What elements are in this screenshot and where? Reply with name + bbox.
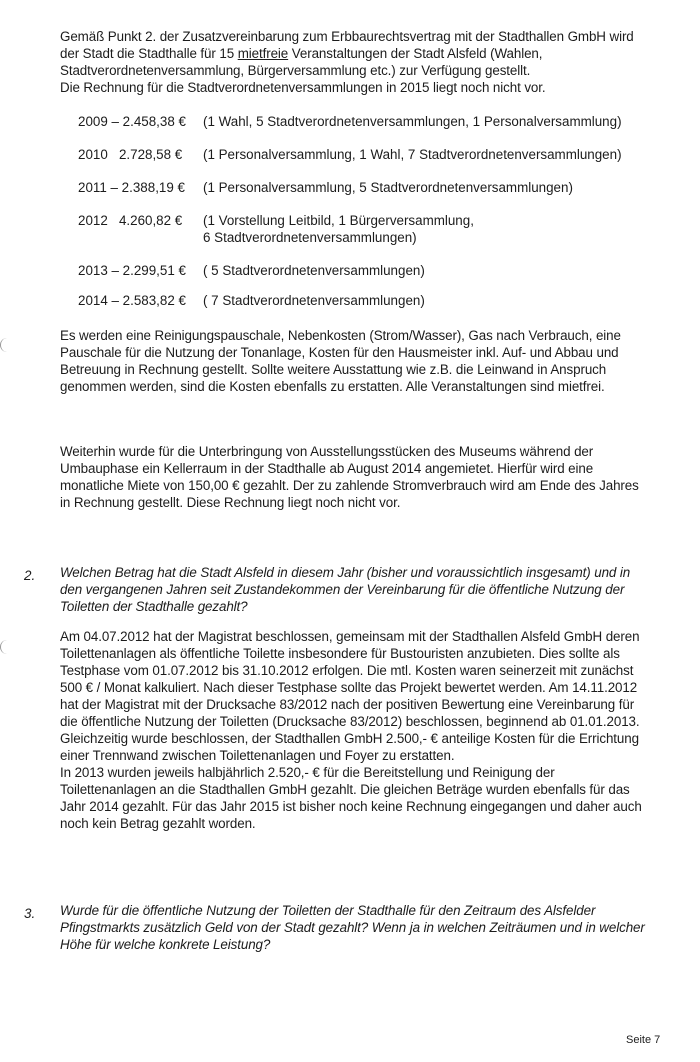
detail-line: ( 7 Stadtverordnetenversammlungen) [203,293,425,308]
answer-line: Jahr 2014 gezahlt. Für das Jahr 2015 ist bisher noch keine Rechnung eingegangen und daher auch [60,799,642,814]
paragraph-line: in Rechnung gestellt. Diese Rechnung liegt noch nicht vor. [60,495,401,510]
answer-2-text [60,628,642,832]
cost-entry [78,146,622,163]
entry-year-amount: 2009 – 2.458,38 € [78,114,186,129]
answer-line: hat der Magistrat mit der Drucksache 83/2012 nach der positiven Bewertung eine Vereinbarung für [60,697,635,712]
question-line: den vergangenen Jahren seit Zustandekommen der Vereinbarung für die öffentliche Nutzung der [60,582,625,597]
question-number: 2. [24,568,36,583]
cost-entry [78,292,425,309]
intro-text: der Stadt die Stadthalle für 15 [60,46,238,61]
answer-line: Toilettenanlagen als öffentliche Toilette insbesondere für Bustouristen anzubieten. Dies sollte als [60,646,620,661]
page-number: Seite 7 [626,1034,661,1046]
entry-year-amount: 2011 – 2.388,19 € [78,180,185,195]
museum-paragraph [60,443,639,511]
answer-line: noch kein Betrag gezahlt worden. [60,816,256,831]
punch-hole-mark [0,640,9,654]
entry-year-amount: 2010 2.728,58 € [78,147,183,162]
answer-line: Am 04.07.2012 hat der Magistrat beschlossen, gemeinsam mit der Stadthallen Alsfeld GmbH deren [60,629,640,644]
answer-line: Toilettenanlagen an die Stadthallen GmbH gezahlt. Die gleichen Beträge wurden ebenfalls für das [60,782,630,797]
detail-line: 6 Stadtverordnetenversammlungen) [203,230,417,245]
entry-detail [203,179,573,196]
entry-detail [203,262,425,279]
paragraph-line: Betreuung in Rechnung gestellt. Sollte weitere Ausstattung wie z.B. die Leinwand in Anspruch [60,362,607,377]
question-2-text [60,564,630,615]
answer-line: Testphase vom 01.07.2012 bis 31.10.2012 erfolgen. Die mtl. Kosten waren seinerzeit mit zunächst [60,663,634,678]
intro-text: zur Verfügung gestellt. [399,63,531,78]
detail-line: (1 Wahl, 5 Stadtverordnetenversammlungen, 1 Personalversammlung) [203,114,622,129]
paragraph-line: Es werden eine Reinigungspauschale, Nebenkosten (Strom/Wasser), Gas nach Verbrauch, eine [60,328,621,343]
entry-detail [203,113,622,130]
paragraph-line: genommen werden, sind die Kosten ebenfalls zu erstatten. Alle Veranstaltungen sind mietfrei. [60,379,605,394]
cost-entry [78,179,573,196]
entry-year-amount: 2013 – 2.299,51 € [78,263,186,278]
paragraph-line: Umbauphase ein Kellerraum in der Stadthalle ab August 2014 angemietet. Hierfür wird eine [60,461,594,476]
question-line: Toiletten der Stadthalle gezahlt? [60,599,248,614]
underlined-word: mietfreie [237,46,289,61]
entry-detail [203,212,474,246]
intro-text: Veranstaltungen der Stadt Alsfeld (Wahlen, [288,46,543,61]
question-line: Welchen Betrag hat die Stadt Alsfeld in diesem Jahr (bisher und voraussichtlich insgesamt) und in [60,565,631,580]
detail-line: ( 5 Stadtverordnetenversammlungen) [203,263,425,278]
question-line: Pfingstmarkts zusätzlich Geld von der Stadt gezahlt? Wenn ja in welchen Zeiträumen und in welcher [60,920,645,935]
cost-entry [78,212,474,245]
answer-line: 500 € / Monat kalkuliert. Nach dieser Testphase sollte das Projekt bewertet werden. Am 14.11.2012 [60,680,638,695]
entry-year-amount: 2012 4.260,82 € [78,213,183,228]
intro-line: Die Rechnung für die Stadtverordnetenversammlungen in 2015 liegt noch nicht vor. [60,80,546,95]
answer-line: In 2013 wurden jeweils halbjährlich 2.520,- € für die Bereitstellung und Reinigung der [60,765,555,780]
cleaning-paragraph [60,327,621,395]
intro-line: Gemäß Punkt 2. der Zusatzvereinbarung zum Erbbaurechtsvertrag mit der Stadthallen GmbH wird [60,29,634,44]
paragraph-line: Pauschale für die Nutzung der Tonanlage, Kosten für den Hausmeister inkl. Auf- und Abbau und [60,345,619,360]
cost-entry [78,262,425,279]
detail-line: (1 Vorstellung Leitbild, 1 Bürgerversammlung, [203,213,474,228]
cost-entry [78,113,622,130]
question-line: Höhe für welche konkrete Leistung? [60,937,271,952]
answer-line: einer Trennwand zwischen Toilettenanlagen und Foyer zu erstatten. [60,748,455,763]
question-line: Wurde für die öffentliche Nutzung der Toiletten der Stadthalle für den Zeitraum des Alsfelder [60,903,596,918]
detail-line: (1 Personalversammlung, 1 Wahl, 7 Stadtverordnetenversammlungen) [203,147,622,162]
intro-line [60,62,634,79]
answer-line: die öffentliche Nutzung der Toiletten (Drucksache 83/2012) beschlossen, beginnend ab 01.01.2013. [60,714,640,729]
detail-line: (1 Personalversammlung, 5 Stadtverordnetenversammlungen) [203,180,573,195]
question-number: 3. [24,906,36,921]
entry-detail [203,292,425,309]
answer-line: Gleichzeitig wurde beschlossen, der Stadthallen GmbH 2.500,- € anteilige Kosten für die Errichtung [60,731,639,746]
intro-text: Stadtverordnetenversammlung, Bürgerversammlung etc.) [60,63,400,78]
question-3-text [60,902,645,953]
paragraph-line: monatliche Miete von 150,00 € gezahlt. Der zu zahlende Stromverbrauch wird am Ende des Jahres [60,478,639,493]
paragraph-line: Weiterhin wurde für die Unterbringung von Ausstellungsstücken des Museums während der [60,444,594,459]
intro-line [60,45,634,62]
intro-paragraph [60,28,634,96]
punch-hole-mark [0,338,9,352]
entry-year-amount: 2014 – 2.583,82 € [78,293,186,308]
entry-detail [203,146,622,163]
